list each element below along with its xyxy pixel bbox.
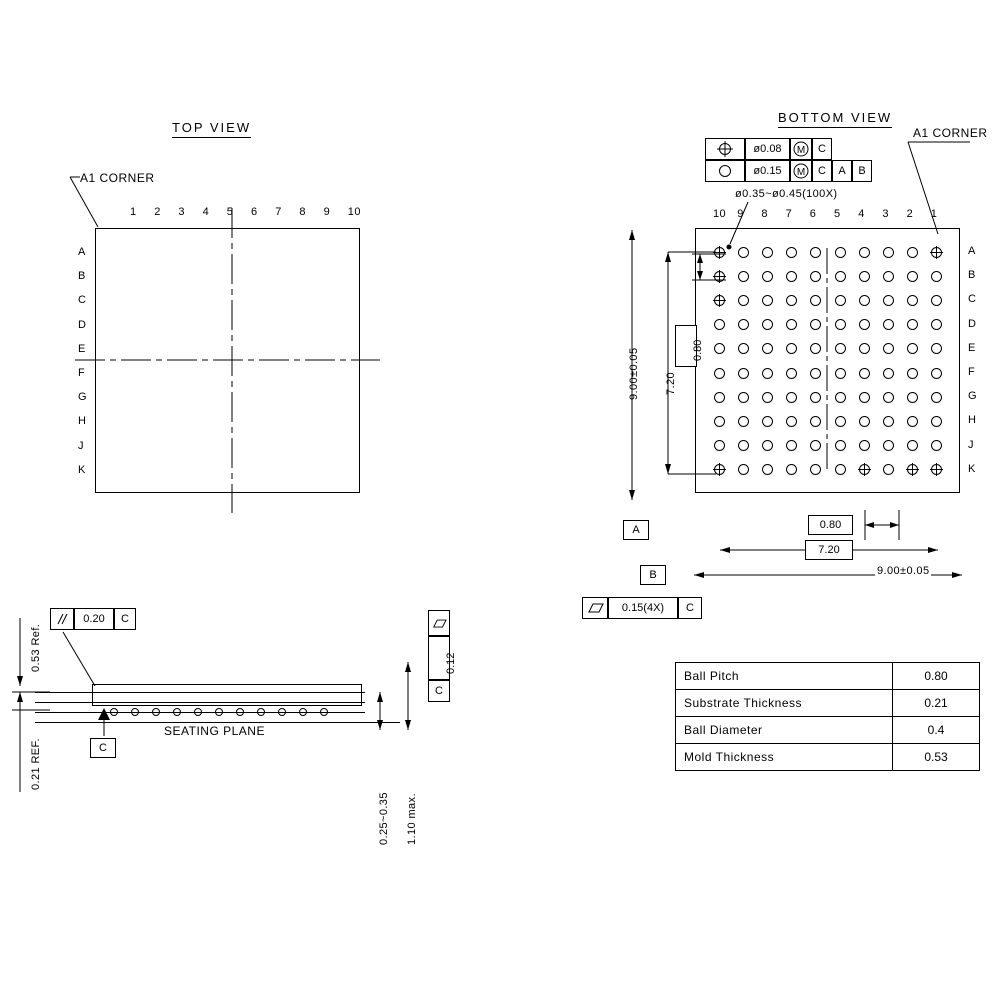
top-view-row-label: C (78, 294, 87, 307)
ball-pad (714, 440, 725, 451)
ball-pad (883, 271, 894, 282)
ball-pad (810, 319, 821, 330)
ball-pad (883, 416, 894, 427)
bottom-view-col-label: 3 (882, 208, 889, 220)
top-view-col-label: 10 (347, 206, 361, 218)
ball-pad (883, 464, 894, 475)
ball-pad (835, 392, 846, 403)
top-view-row-label: K (78, 463, 86, 476)
ball-pad (883, 319, 894, 330)
ball-pad (907, 271, 918, 282)
ball-pad (835, 343, 846, 354)
ball-pad (883, 392, 894, 403)
coplanarity-value-text: 0.12 (445, 652, 457, 674)
gdt-row1-modifier (790, 138, 812, 160)
dim-height-9mm (620, 222, 660, 507)
ball-pad (810, 440, 821, 451)
ball-datum-target (858, 463, 871, 476)
ball-pad (859, 392, 870, 403)
bottom-view-row-label: K (968, 462, 976, 475)
ball-pad (762, 271, 773, 282)
ball-pad (931, 416, 942, 427)
spec-table-row (676, 717, 980, 744)
ball-pad (931, 440, 942, 451)
pitch-vertical-arrows (686, 250, 736, 330)
bottom-view-row-label: J (968, 438, 974, 451)
datum-c-box: C (90, 738, 116, 758)
position-symbol-cell (705, 138, 745, 160)
coplanarity-datum: C (428, 680, 450, 702)
top-view-row-label: F (78, 367, 86, 379)
ball-pad (762, 464, 773, 475)
ball-pad (786, 464, 797, 475)
ball-pad (859, 343, 870, 354)
ball-height-label: 0.25~0.35 (378, 792, 390, 845)
solder-ball (131, 708, 139, 716)
bottom-view-col-label: 7 (785, 208, 793, 220)
mmc-modifier-icon-2 (792, 162, 810, 180)
bottom-view-col-label: 4 (858, 208, 865, 220)
ball-pad (907, 392, 918, 403)
ball-pad (714, 392, 725, 403)
ball-pad (738, 343, 749, 354)
top-view-col-label: 3 (178, 206, 185, 218)
top-view-row-label: G (78, 391, 87, 404)
ball-pad (859, 319, 870, 330)
top-view-col-label: 6 (251, 206, 258, 218)
ball-pad (786, 343, 797, 354)
position-symbol-icon-2 (716, 162, 734, 180)
ball-pad (859, 295, 870, 306)
spec-table (675, 662, 980, 771)
ball-pad (738, 271, 749, 282)
ball-pad (714, 343, 725, 354)
ball-pad (907, 440, 918, 451)
ball-pad (786, 247, 797, 258)
solder-ball (152, 708, 160, 716)
dim-height-9mm-label: 9.00±0.05 (628, 347, 640, 400)
ball-pad (810, 416, 821, 427)
spec-name: Ball Pitch (676, 663, 893, 690)
top-view-col-label: 2 (154, 206, 161, 218)
ball-pad (762, 368, 773, 379)
top-view-col-label: 5 (226, 206, 234, 218)
solder-ball (194, 708, 202, 716)
ball-pad (835, 440, 846, 451)
spec-value: 0.21 (893, 690, 980, 717)
a1-corner-label-top: A1 CORNER (80, 171, 155, 185)
ball-pad (859, 440, 870, 451)
bottom-view-col-label: 5 (834, 208, 841, 220)
bottom-view-row-label: B (968, 269, 976, 282)
ball-pad (931, 343, 942, 354)
solder-ball (320, 708, 328, 716)
ball-pad (810, 295, 821, 306)
flatness-datum: C (678, 597, 702, 619)
ball-pad (931, 319, 942, 330)
position-symbol-icon (716, 140, 734, 158)
coplanarity-symbol-icon (432, 618, 446, 629)
bottom-view-row-label: G (968, 390, 977, 403)
top-view-title: TOP VIEW (172, 120, 251, 138)
gdt-row2-datum-b: B (852, 160, 872, 182)
top-view-row-label: B (78, 270, 86, 283)
top-view-col-label: 1 (130, 206, 137, 218)
ball-pad (859, 271, 870, 282)
ball-pad (738, 464, 749, 475)
flatness-symbol-cell (582, 597, 608, 619)
spec-name: Substrate Thickness (676, 690, 893, 717)
solder-ball (173, 708, 181, 716)
parallelism-datum: C (114, 608, 136, 630)
dim-width-7p2-label: 7.20 (805, 540, 853, 560)
bottom-view-row-label: D (968, 317, 977, 330)
datum-a-box: A (623, 520, 649, 540)
ball-pad (859, 247, 870, 258)
top-view-row-label: J (78, 439, 84, 452)
dim-height-7p2 (658, 248, 688, 486)
top-view-col-label: 8 (299, 206, 306, 218)
ball-pad (738, 295, 749, 306)
bottom-view-title: BOTTOM VIEW (778, 110, 892, 128)
solder-ball (236, 708, 244, 716)
dim-width-9mm-label: 9.00±0.05 (877, 565, 930, 577)
pitch-vertical-box (675, 325, 704, 367)
bottom-view-col-label: 8 (761, 208, 768, 220)
ball-pad (883, 440, 894, 451)
spec-name: Mold Thickness (676, 744, 893, 771)
top-view-centerlines (75, 208, 380, 513)
ball-height-arrow (370, 690, 394, 736)
ball-pad (762, 440, 773, 451)
total-height-arrow (398, 660, 422, 736)
pitch-horizontal-box: 0.80 (808, 515, 853, 535)
solder-ball (215, 708, 223, 716)
gdt-row2-datum-c: C (812, 160, 832, 182)
bottom-view-col-label: 1 (930, 208, 938, 220)
solder-ball (257, 708, 265, 716)
ball-pad (786, 392, 797, 403)
ball-pad (907, 319, 918, 330)
ball-pad (810, 392, 821, 403)
gdt-row1-datum: C (812, 138, 832, 160)
flatness-value: 0.15(4X) (608, 597, 678, 619)
ball-pad (762, 247, 773, 258)
flatness-symbol-icon (587, 602, 603, 614)
mold-thickness-ref-arrow (10, 612, 34, 692)
ball-pad (786, 295, 797, 306)
ball-pad (762, 392, 773, 403)
ball-pad (835, 368, 846, 379)
ball-pad (786, 319, 797, 330)
gdt-row1-value: ø0.08 (745, 138, 790, 160)
ball-pad (738, 416, 749, 427)
top-view-row-label: E (78, 342, 86, 355)
ball-pad (738, 319, 749, 330)
dim-height-7p2-label: 7.20 (665, 371, 677, 395)
gdt-row2-value: ø0.15 (745, 160, 790, 182)
spec-value: 0.53 (893, 744, 980, 771)
ball-pad (810, 247, 821, 258)
ball-pad (786, 440, 797, 451)
ball-datum-target (930, 246, 943, 259)
bottom-view-col-label: 2 (906, 208, 914, 220)
ball-pad (835, 271, 846, 282)
top-view-col-label: 7 (275, 206, 282, 218)
solder-ball (278, 708, 286, 716)
ball-pad (810, 368, 821, 379)
bottom-view-row-label: F (968, 366, 976, 378)
spec-table-row (676, 663, 980, 690)
ball-pad (786, 368, 797, 379)
ball-pad (883, 295, 894, 306)
solder-ball (299, 708, 307, 716)
ball-pad (738, 247, 749, 258)
position-symbol-cell-2 (705, 160, 745, 182)
ball-pad (738, 368, 749, 379)
top-view-row-label: A (78, 246, 86, 258)
ball-pad (786, 271, 797, 282)
ball-pad (810, 464, 821, 475)
ball-pad (714, 368, 725, 379)
spec-table-row (676, 744, 980, 771)
bottom-view-row-label: H (968, 414, 977, 427)
ball-pad (907, 416, 918, 427)
ball-pad (931, 295, 942, 306)
ball-pad (714, 416, 725, 427)
bottom-view-col-label: 10 (713, 208, 727, 220)
ball-pad (883, 343, 894, 354)
mmc-modifier-icon (792, 140, 810, 158)
bottom-view-col-label: 9 (737, 208, 744, 220)
ball-pad (786, 416, 797, 427)
top-view-col-label: 9 (323, 206, 331, 218)
ball-pad (835, 464, 846, 475)
ball-pad (835, 247, 846, 258)
ball-pad (931, 271, 942, 282)
bottom-view-row-label: C (968, 293, 977, 306)
ball-pad (883, 368, 894, 379)
top-view-col-label: 4 (202, 206, 210, 218)
svg-text:M: M (796, 167, 806, 178)
ball-pad (835, 416, 846, 427)
parallelism-value: 0.20 (74, 608, 114, 630)
ball-pad (835, 319, 846, 330)
gdt-row2-datum-a: A (832, 160, 852, 182)
ball-pad (907, 343, 918, 354)
top-view-row-label: H (78, 415, 87, 428)
ball-pad (762, 295, 773, 306)
spec-value: 0.80 (893, 663, 980, 690)
ball-pad (835, 295, 846, 306)
ball-pad (810, 343, 821, 354)
seating-plane-line (35, 722, 400, 723)
spec-name: Ball Diameter (676, 717, 893, 744)
datum-b-box: B (640, 565, 666, 585)
bottom-view-col-label: 6 (809, 208, 817, 220)
ball-pad (907, 295, 918, 306)
ball-pad (762, 319, 773, 330)
parallelism-symbol-cell (50, 608, 74, 630)
ball-pad (762, 416, 773, 427)
bottom-view-row-label: A (968, 245, 976, 257)
ball-pad (738, 440, 749, 451)
ball-pad (883, 247, 894, 258)
spec-value: 0.4 (893, 717, 980, 744)
ball-pad (931, 392, 942, 403)
substrate-thickness-ref-arrow (10, 688, 34, 798)
ball-pad (859, 368, 870, 379)
gdt-row2-modifier (790, 160, 812, 182)
mold-thickness-ref-label: 0.53 Ref. (30, 623, 42, 672)
ball-pad (810, 271, 821, 282)
ball-pad (762, 343, 773, 354)
svg-text:M: M (796, 145, 806, 156)
coplanarity-value (428, 636, 457, 680)
ball-datum-target (930, 463, 943, 476)
substrate-thickness-ref-label: 0.21 REF. (30, 738, 42, 790)
ball-pad (738, 392, 749, 403)
ball-pad (859, 416, 870, 427)
coplanarity-symbol-cell (428, 610, 450, 636)
datum-c-leader (92, 706, 122, 742)
seating-plane-label: SEATING PLANE (160, 724, 269, 738)
a1-corner-label-bottom: A1 CORNER (913, 126, 988, 140)
spec-table-row (676, 690, 980, 717)
total-height-label: 1.10 max. (406, 793, 418, 845)
ball-diameter-note: ø0.35~ø0.45(100X) (735, 188, 838, 200)
ball-datum-target (906, 463, 919, 476)
ball-pad (907, 368, 918, 379)
bottom-view-row-label: E (968, 341, 976, 354)
ball-pad (907, 247, 918, 258)
pitch-vertical-label: 0.80 (692, 339, 704, 361)
ball-pad (931, 368, 942, 379)
parallelism-symbol-icon (55, 613, 69, 625)
top-view-row-label: D (78, 318, 87, 331)
